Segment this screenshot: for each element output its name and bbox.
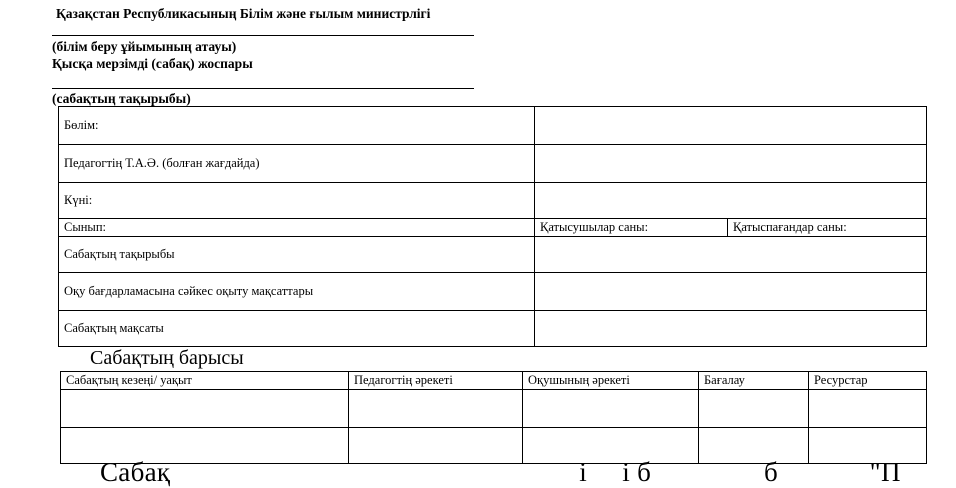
section-label: Бөлім: bbox=[59, 107, 535, 145]
objectives-label: Оқу бағдарламасына сәйкес оқыту мақсаттары bbox=[59, 273, 535, 311]
lesson-goal-value bbox=[535, 311, 927, 347]
lesson-goal-label: Сабақтың мақсаты bbox=[59, 311, 535, 347]
teacher-value bbox=[535, 145, 927, 183]
date-label: Күні: bbox=[59, 183, 535, 219]
info-row-lesson-topic bbox=[59, 237, 927, 273]
info-row-objectives bbox=[59, 273, 927, 311]
progress-col-stage: Сабақтың кезеңі/ уақыт bbox=[61, 372, 349, 390]
present-label: Қатысушылар саны: bbox=[535, 219, 728, 237]
plan-title: Қысқа мерзімді (сабақ) жоспары bbox=[52, 56, 253, 71]
lesson-progress-title: Сабақтың барысы bbox=[90, 347, 244, 369]
section-value bbox=[535, 107, 927, 145]
topic-line bbox=[52, 88, 474, 89]
class-label: Сынып: bbox=[59, 219, 535, 237]
date-value bbox=[535, 183, 927, 219]
org-name-caption: (білім беру ұйымының атауы) bbox=[52, 39, 237, 54]
objectives-value bbox=[535, 273, 927, 311]
progress-col-assessment: Бағалау bbox=[699, 372, 809, 390]
lesson-topic-value bbox=[535, 237, 927, 273]
teacher-label: Педагогтің Т.А.Ә. (болған жағдайда) bbox=[59, 145, 535, 183]
progress-col-resources: Ресурстар bbox=[809, 372, 927, 390]
progress-header-row bbox=[61, 372, 927, 390]
footer-partial-text: Сабақ і і б б "П bbox=[100, 457, 901, 487]
progress-col-student-action: Оқушының әрекеті bbox=[523, 372, 699, 390]
lesson-topic-label: Сабақтың тақырыбы bbox=[59, 237, 535, 273]
topic-caption: (сабақтың тақырыбы) bbox=[52, 91, 191, 106]
lesson-progress-table bbox=[60, 371, 927, 464]
absent-label: Қатыспағандар саны: bbox=[728, 219, 927, 237]
lesson-info-table bbox=[58, 106, 927, 347]
info-row-lesson-goal bbox=[59, 311, 927, 347]
progress-col-teacher-action: Педагогтің әрекеті bbox=[349, 372, 523, 390]
info-row-class bbox=[59, 219, 927, 237]
info-row-teacher bbox=[59, 145, 927, 183]
table-row bbox=[61, 390, 927, 428]
org-name-line bbox=[52, 35, 474, 36]
ministry-title: Қазақстан Республикасының Білім және ғылым министрлігі bbox=[56, 6, 431, 21]
info-row-section bbox=[59, 107, 927, 145]
info-row-date bbox=[59, 183, 927, 219]
